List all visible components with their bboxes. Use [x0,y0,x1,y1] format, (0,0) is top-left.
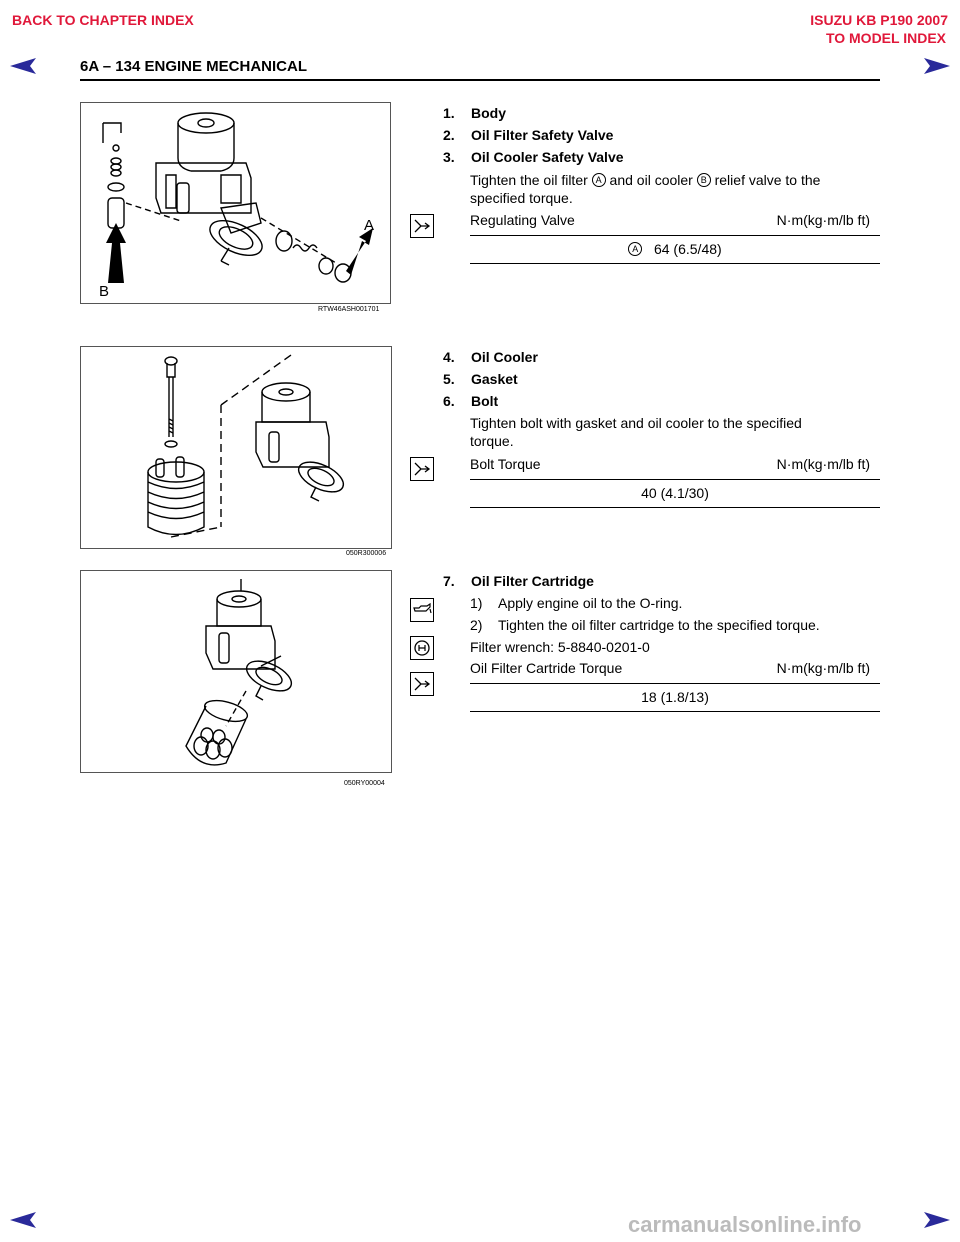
figure-label-b: B [99,283,110,300]
oil-filter-cartridge-figure [80,570,392,773]
oil-cooler-body-figure [80,102,391,304]
back-to-chapter-index-link[interactable]: BACK TO CHAPTER INDEX [12,12,194,28]
instruction-text-line2: specified torque. [470,190,573,206]
to-model-index-link[interactable]: TO MODEL INDEX [825,30,946,46]
torque-value: 40 (4.1/30) [641,485,709,501]
page-header-title: 6A – 134 ENGINE MECHANICAL [80,58,307,75]
header-rule [80,79,880,81]
table-rule [470,263,880,264]
mark-b-icon: B [697,173,711,187]
torque-value: 18 (1.8/13) [641,689,709,705]
figure-label-a: A [364,217,375,234]
step-item: 1) Apply engine oil to the O-ring. [470,595,683,611]
list-item: 6. Bolt [443,393,499,409]
list-item: 1. Body [443,105,506,121]
watermark-text: carmanualsonline.info [628,1212,862,1237]
figure-caption: 050R300006 [346,550,387,557]
list-item: 5. Gasket [443,371,518,387]
special-tool-text: Filter wrench: 5-8840-0201-0 [470,639,650,655]
list-item: 7. Oil Filter Cartridge [443,573,594,589]
table-rule [470,507,880,508]
figure-caption: 050RY00004 [344,780,385,787]
instruction-text: Tighten the oil filter A and oil cooler B relief valve to the [470,172,821,188]
mark-a-icon: A [592,173,606,187]
instruction-text: Tighten bolt with gasket and oil cooler to the specified [470,415,802,431]
table-rule [470,235,880,236]
table-rule [470,711,880,712]
previous-page-arrow-icon[interactable] [8,1210,38,1230]
list-item: 2. Oil Filter Safety Valve [443,127,614,143]
oil-can-icon [410,598,434,622]
torque-wrench-icon [410,457,434,481]
torque-wrench-icon [410,672,434,696]
instruction-text-line2: torque. [470,433,514,449]
special-tool-icon [410,636,434,660]
table-rule [470,479,880,480]
mark-a-icon: A [628,242,642,256]
previous-page-arrow-icon[interactable] [8,56,38,76]
torque-wrench-icon [410,214,434,238]
list-item: 4. Oil Cooler [443,349,538,365]
oil-cooler-bolt-figure [80,346,392,549]
step-item: 2) Tighten the oil filter cartridge to the specified torque. [470,617,820,633]
figure-caption: RTW46ASH001701 [318,306,380,313]
torque-value: A 64 (6.5/48) [470,241,880,257]
list-item: 3. Oil Cooler Safety Valve [443,149,624,165]
table-rule [470,683,880,684]
next-page-arrow-icon[interactable] [922,56,952,76]
model-title-link[interactable]: ISUZU KB P190 2007 [810,12,948,28]
next-page-arrow-icon[interactable] [922,1210,952,1230]
